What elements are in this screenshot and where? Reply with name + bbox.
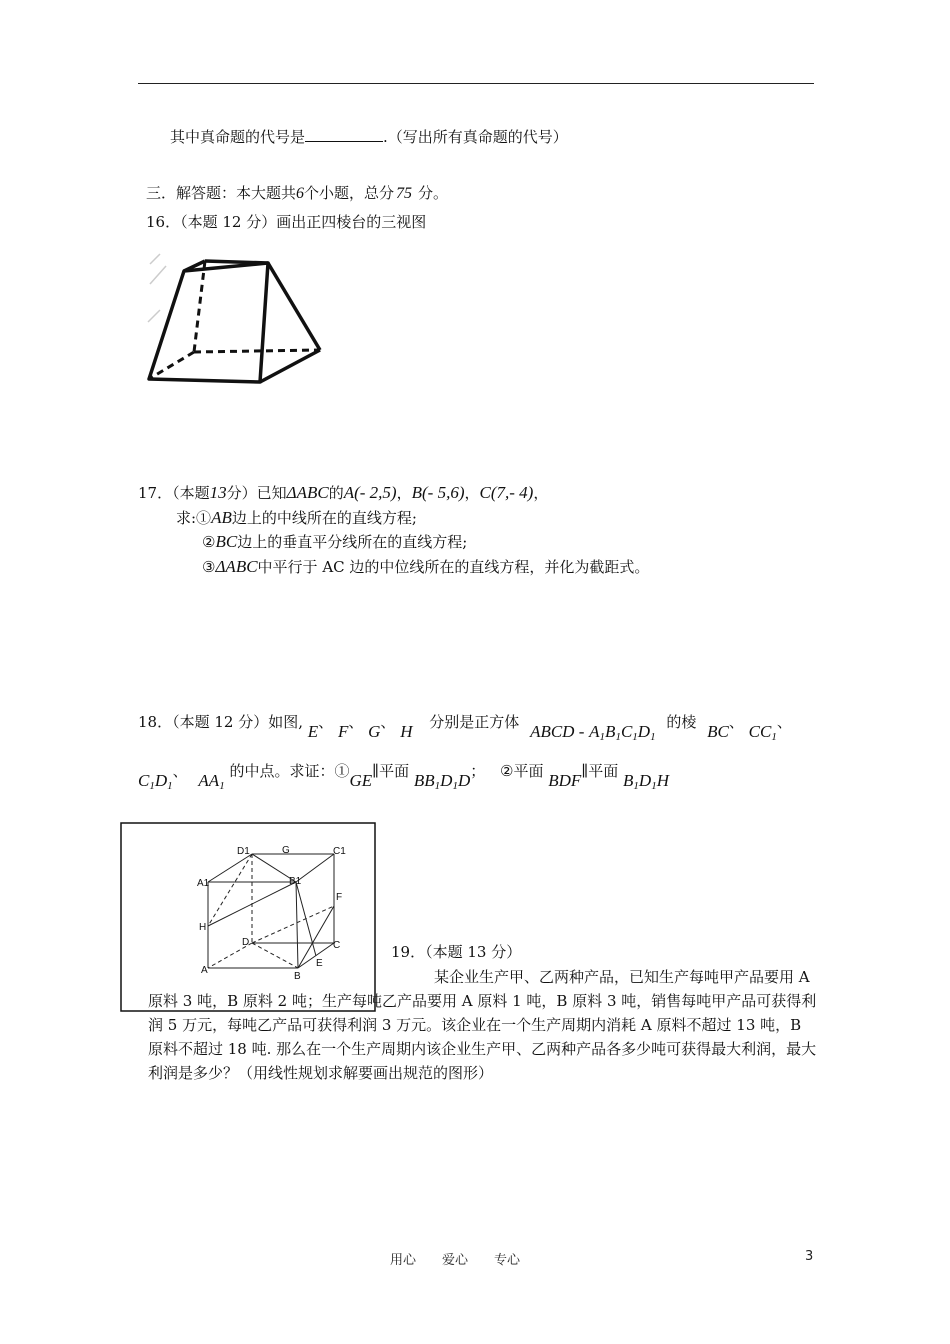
q17-score: 13 <box>209 483 227 502</box>
label-f: F <box>336 892 343 903</box>
plane-d1: D <box>638 771 652 790</box>
sub: 1 <box>219 780 225 792</box>
sub: 1 <box>167 780 173 792</box>
frustum-edge <box>205 261 268 263</box>
label-c1: C1 <box>333 846 346 857</box>
cube-a1: A <box>589 722 600 741</box>
q15-note: .（写出所有真命题的代号） <box>383 128 568 146</box>
label-b1: B1 <box>289 876 302 887</box>
q15-answer-line <box>170 126 568 147</box>
label-g: G <box>282 845 290 856</box>
plane-b: B <box>623 771 634 790</box>
point-a: A(- 2,5) <box>343 483 397 502</box>
req2-text: 边上的垂直平分线所在的直线方程; <box>237 533 468 551</box>
semicolon: ； <box>470 762 486 780</box>
frustum-edge <box>268 263 320 350</box>
q19-body: 某企业生产甲、乙两种产品，已知生产每吨甲产品要用 A 原料 3 吨，B 原料 2 吨；生产每吨乙产品要用 A 原料 1 吨，B 原料 3 吨，销售每吨甲产品可获得利润 5 万元，每吨乙产品可获得利润 3 万元。该企业在一个生产周期内消耗 A 原料不超过 13 吨，B 原料不超过 18 吨. 那么在一个生产周期内该企业生产甲、乙两种产品各多少吨可获得最大利润，最大利润是多少？（用线性规划求解要画出规范的图形） <box>148 968 817 1082</box>
cube-c1: C <box>620 722 633 741</box>
footer-a: 用心 <box>390 1253 417 1268</box>
sub: 1 <box>632 731 638 743</box>
cube-abcd: ABCD - <box>530 722 585 741</box>
sub: 1 <box>452 780 458 792</box>
label-h: H <box>199 922 207 933</box>
q18-text-d: ②平面 <box>500 762 544 780</box>
point-b: B(- 5,6) <box>411 483 465 502</box>
label-d1: D1 <box>237 846 250 857</box>
q18-line-1 <box>138 711 792 743</box>
sep: 、 <box>318 713 334 731</box>
q17-requirement-1 <box>176 507 417 528</box>
edge-aa1 <box>198 772 224 790</box>
plane-d2: D <box>457 771 471 790</box>
q19-label: 19．（本题 13 分） <box>391 943 522 961</box>
q17-head-b: 分）已知 <box>226 484 287 502</box>
edge-d: D <box>154 771 168 790</box>
footer-motto <box>390 1249 520 1268</box>
pt-g: G <box>368 722 381 741</box>
parallel-plane-2: ∥平面 <box>581 762 619 780</box>
frustum-front-face <box>149 263 268 382</box>
triangle-abc-2: ΔABC <box>215 557 258 576</box>
label-a1: A1 <box>197 878 210 889</box>
sub: 1 <box>633 780 639 792</box>
q18-text-b: 的棱 <box>666 713 697 731</box>
edge-c1d1 <box>138 772 173 790</box>
header-rule <box>138 83 814 84</box>
footer-c: 专心 <box>494 1253 521 1268</box>
triangle-abc: ΔABC <box>286 483 329 502</box>
footer-b: 爱心 <box>442 1253 469 1268</box>
plane-b1d1h <box>623 772 669 790</box>
pt-e: E <box>307 722 319 741</box>
req1-text: 边上的中线所在的直线方程; <box>231 509 417 527</box>
frustum-figure <box>140 252 330 390</box>
page-number: 3 <box>805 1249 814 1264</box>
q18-text-c: 的中点。求证：① <box>229 762 350 780</box>
edge-bc: BC <box>707 722 729 741</box>
point-c: C(7,- 4) <box>479 483 534 502</box>
edge-c: C <box>138 771 150 790</box>
sep: 、 <box>348 713 364 731</box>
sep: 、 <box>728 713 744 731</box>
req3-prefix: ③ <box>202 558 216 576</box>
sub: 1 <box>434 780 441 792</box>
section-text-c: 分。 <box>418 184 449 202</box>
sep: 、 <box>172 762 188 780</box>
q17-requirement-3 <box>202 556 649 577</box>
sub: 1 <box>149 780 155 792</box>
sub: 1 <box>651 780 657 792</box>
comma: ， <box>464 484 480 502</box>
section-text-a: 三．解答题：本大题共 <box>146 184 297 202</box>
edge-cc: CC <box>748 722 772 741</box>
label-a: A <box>201 965 208 976</box>
q17-statement <box>138 482 548 503</box>
section-heading <box>146 182 448 203</box>
frustum-edge <box>260 350 320 382</box>
pt-h: H <box>400 722 413 741</box>
q17-requirement-2 <box>202 531 467 552</box>
label-c: C <box>333 940 341 951</box>
sep: 、 <box>380 713 396 731</box>
plane-bb: BB <box>413 771 435 790</box>
answer-blank <box>305 127 383 142</box>
label-b: B <box>294 971 301 982</box>
edge-aa: AA <box>198 771 220 790</box>
question-count: 6 <box>296 185 305 202</box>
q16-label: 16．（本题 12 分）画出正四棱台的三视图 <box>146 213 427 231</box>
q17-head: 17．（本题 <box>138 484 210 502</box>
section-text-b: 个小题，总分 <box>304 184 395 202</box>
comma: ， <box>533 484 549 502</box>
segment-ge: GE <box>349 771 373 790</box>
cube-d1: D <box>637 722 651 741</box>
sub: 1 <box>650 731 656 743</box>
pt-f: F <box>337 722 349 741</box>
plane-bb1d1d <box>414 772 470 790</box>
sub: 1 <box>615 731 621 743</box>
q15-text: 其中真命题的代号是 <box>170 128 306 146</box>
edge-cc1 <box>749 723 777 741</box>
q17-of: 的 <box>328 484 344 502</box>
cube-name <box>530 723 655 741</box>
q18-text-a: 分别是正方体 <box>429 713 520 731</box>
frustum-hidden-edge <box>194 261 205 352</box>
plane-d: D <box>440 771 453 790</box>
plane-bdf: BDF <box>548 771 582 790</box>
q18-line-2 <box>138 760 669 792</box>
cube-b1: B <box>605 722 616 741</box>
parallel-plane: ∥平面 <box>372 762 410 780</box>
sub: 1 <box>771 731 777 743</box>
req1-prefix: 求:① <box>176 509 212 527</box>
label-e: E <box>316 958 323 969</box>
plane-h: H <box>656 771 669 790</box>
req3-text: 中平行于 AC 边的中位线所在的直线方程，并化为截距式。 <box>257 558 650 576</box>
req2-prefix: ② <box>202 533 216 551</box>
sep: 、 <box>776 713 792 731</box>
label-d: D <box>242 937 250 948</box>
total-score: 75 <box>396 185 413 202</box>
frustum-hidden-edge <box>194 350 320 352</box>
q18-head: 18．（本题 12 分）如图, <box>138 713 303 731</box>
sub: 1 <box>599 731 606 743</box>
segment-ab: AB <box>211 508 232 527</box>
comma: ， <box>396 484 412 502</box>
segment-bc: BC <box>215 532 238 551</box>
